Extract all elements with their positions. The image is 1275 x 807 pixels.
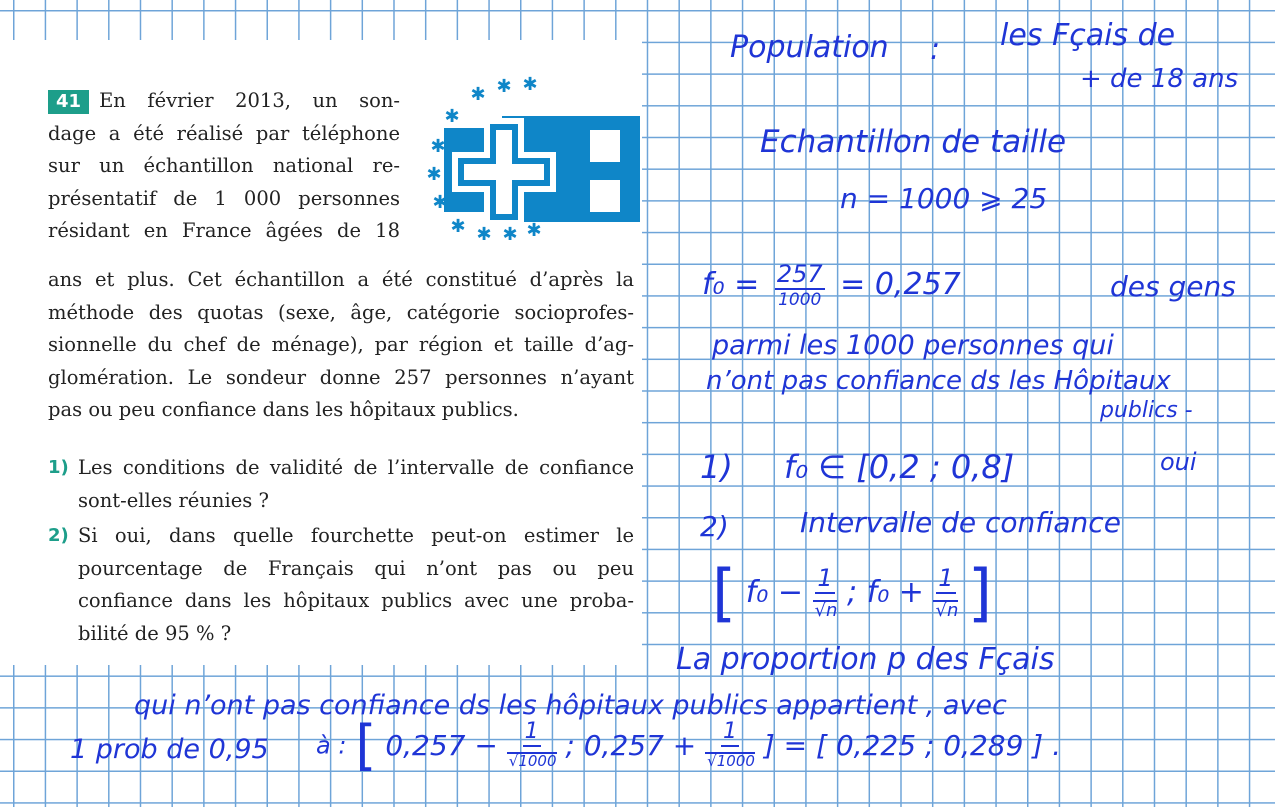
note-interval-open: [ (712, 556, 737, 629)
note-population-colon: : (930, 32, 941, 67)
body-line-2: méthode des quotas (sexe, âge, catégorie socioprofes- (48, 300, 634, 324)
note-conclusion-one-a: 1 (523, 721, 541, 747)
note-population-value-2: + de 18 ans (1080, 64, 1239, 94)
question-2-line-1: Si oui, dans quelle fourchette peut-on estimer le (78, 524, 634, 547)
svg-text:✱: ✱ (430, 136, 446, 157)
note-interval-close: ] (967, 556, 993, 629)
note-freq-desc-2: parmi les 1000 personnes qui (712, 330, 1114, 361)
question-2-line-4: bilité de 95 % ? (78, 621, 232, 645)
note-q2-label: Intervalle de confiance (800, 506, 1121, 539)
note-interval-sqrt-b: √ n (933, 600, 958, 620)
svg-text:✱: ✱ (496, 76, 512, 97)
note-population-value-1: les Fçais de (1000, 18, 1176, 53)
note-freq-lhs: f₀ = (702, 267, 760, 302)
note-sample-size: n = 1000 ⩾ 25 (840, 182, 1048, 215)
exercise-number-badge: 41 (48, 90, 89, 114)
svg-text:✱: ✱ (432, 192, 448, 213)
note-freq-rhs: = 0,257 (840, 267, 961, 302)
note-freq-denominator: 1000 (778, 290, 822, 310)
question-1 (48, 452, 634, 517)
note-conclusion-line-1: La proportion p des Fçais (676, 642, 1055, 677)
note-conclusion-value-a: 0,257 − (385, 729, 498, 762)
note-sample-label: Echantillon de taille (760, 124, 1067, 160)
svg-text:✱: ✱ (526, 220, 542, 241)
note-population-label: Population (730, 30, 889, 65)
svg-text:✱: ✱ (470, 84, 486, 105)
note-q1-condition: f₀ ∈ [0,2 ; 0,8] (784, 448, 1015, 486)
question-1-line-1: Les conditions de validité de l’intervalle de confiance (78, 456, 634, 479)
intro-line-2: dage a été réalisé par téléphone (48, 121, 400, 145)
note-freq-desc-1: des gens (1110, 270, 1236, 303)
note-interval-mid: ; f₀ + (847, 575, 924, 610)
note-interval-left: f₀ − (745, 575, 804, 610)
svg-text:✱: ✱ (476, 224, 492, 242)
note-freq-desc-4: publics - (1100, 398, 1193, 423)
note-frequency (702, 262, 961, 309)
exercise-body (48, 264, 634, 427)
note-freq-numerator: 257 (776, 260, 823, 288)
question-2 (48, 520, 634, 650)
body-line-3: sionnelle du chef de ménage), par région et taille d’ag- (48, 333, 634, 357)
svg-text:✱: ✱ (522, 76, 538, 95)
exercise-intro (48, 85, 400, 248)
note-interval-formula (712, 556, 992, 629)
question-1-number: 1) (48, 457, 69, 478)
note-conclusion-one-b: 1 (721, 721, 739, 747)
note-conclusion-a: à : (316, 731, 347, 760)
note-q2-number: 2) (700, 510, 729, 543)
note-conclusion-sqrt-b: √ 1000 (705, 752, 755, 769)
note-conclusion-sqrt-a: √ 1000 (507, 752, 557, 769)
hospital-cross-logo-icon (418, 76, 640, 242)
intro-line-3: sur un échantillon national re- (48, 154, 400, 178)
note-q1-number: 1) (700, 448, 733, 486)
svg-text:✱: ✱ (444, 106, 460, 127)
note-freq-desc-3: n’ont pas confiance ds les Hôpitaux (706, 366, 1171, 396)
note-interval-one-b: 1 (938, 563, 954, 592)
body-line-4: glomération. Le sondeur donne 257 personnes n’ayant (48, 365, 634, 389)
svg-text:✱: ✱ (450, 216, 466, 237)
question-1-line-2: sont-elles réunies ? (78, 488, 269, 512)
note-conclusion-formula (316, 714, 1061, 777)
note-conclusion-line-2: qui n’ont pas confiance ds les hôpitaux publics appartient , avec (134, 690, 1007, 721)
note-conclusion-prob: 1 prob de 0,95 (70, 734, 269, 765)
note-conclusion-result: [ 0,225 ; 0,289 ] . (816, 729, 1062, 762)
intro-line-1: En février 2013, un son- (99, 89, 400, 112)
svg-text:✱: ✱ (426, 164, 442, 185)
question-2-number: 2) (48, 525, 69, 546)
body-line-1: ans et plus. Cet échantillon a été constitué d’après la (48, 268, 634, 291)
body-line-5: pas ou peu confiance dans les hôpitaux publics. (48, 398, 519, 422)
question-2-line-3: confiance dans les hôpitaux publics avec une proba- (78, 589, 634, 613)
note-conclusion-mid: ; 0,257 + (565, 729, 697, 762)
note-interval-one-a: 1 (817, 563, 833, 592)
svg-text:✱: ✱ (502, 224, 518, 242)
note-conclusion-close: ] = (763, 729, 808, 762)
intro-line-4: présentatif de 1 000 personnes (48, 186, 400, 210)
note-q1-answer: oui (1160, 448, 1197, 476)
question-2-line-2: pourcentage de Français qui n’ont pas ou peu (78, 556, 634, 580)
note-interval-sqrt-a: √ n (813, 600, 838, 620)
intro-line-5: résidant en France âgées de 18 (48, 219, 400, 243)
note-conclusion-open: [ (355, 714, 377, 777)
